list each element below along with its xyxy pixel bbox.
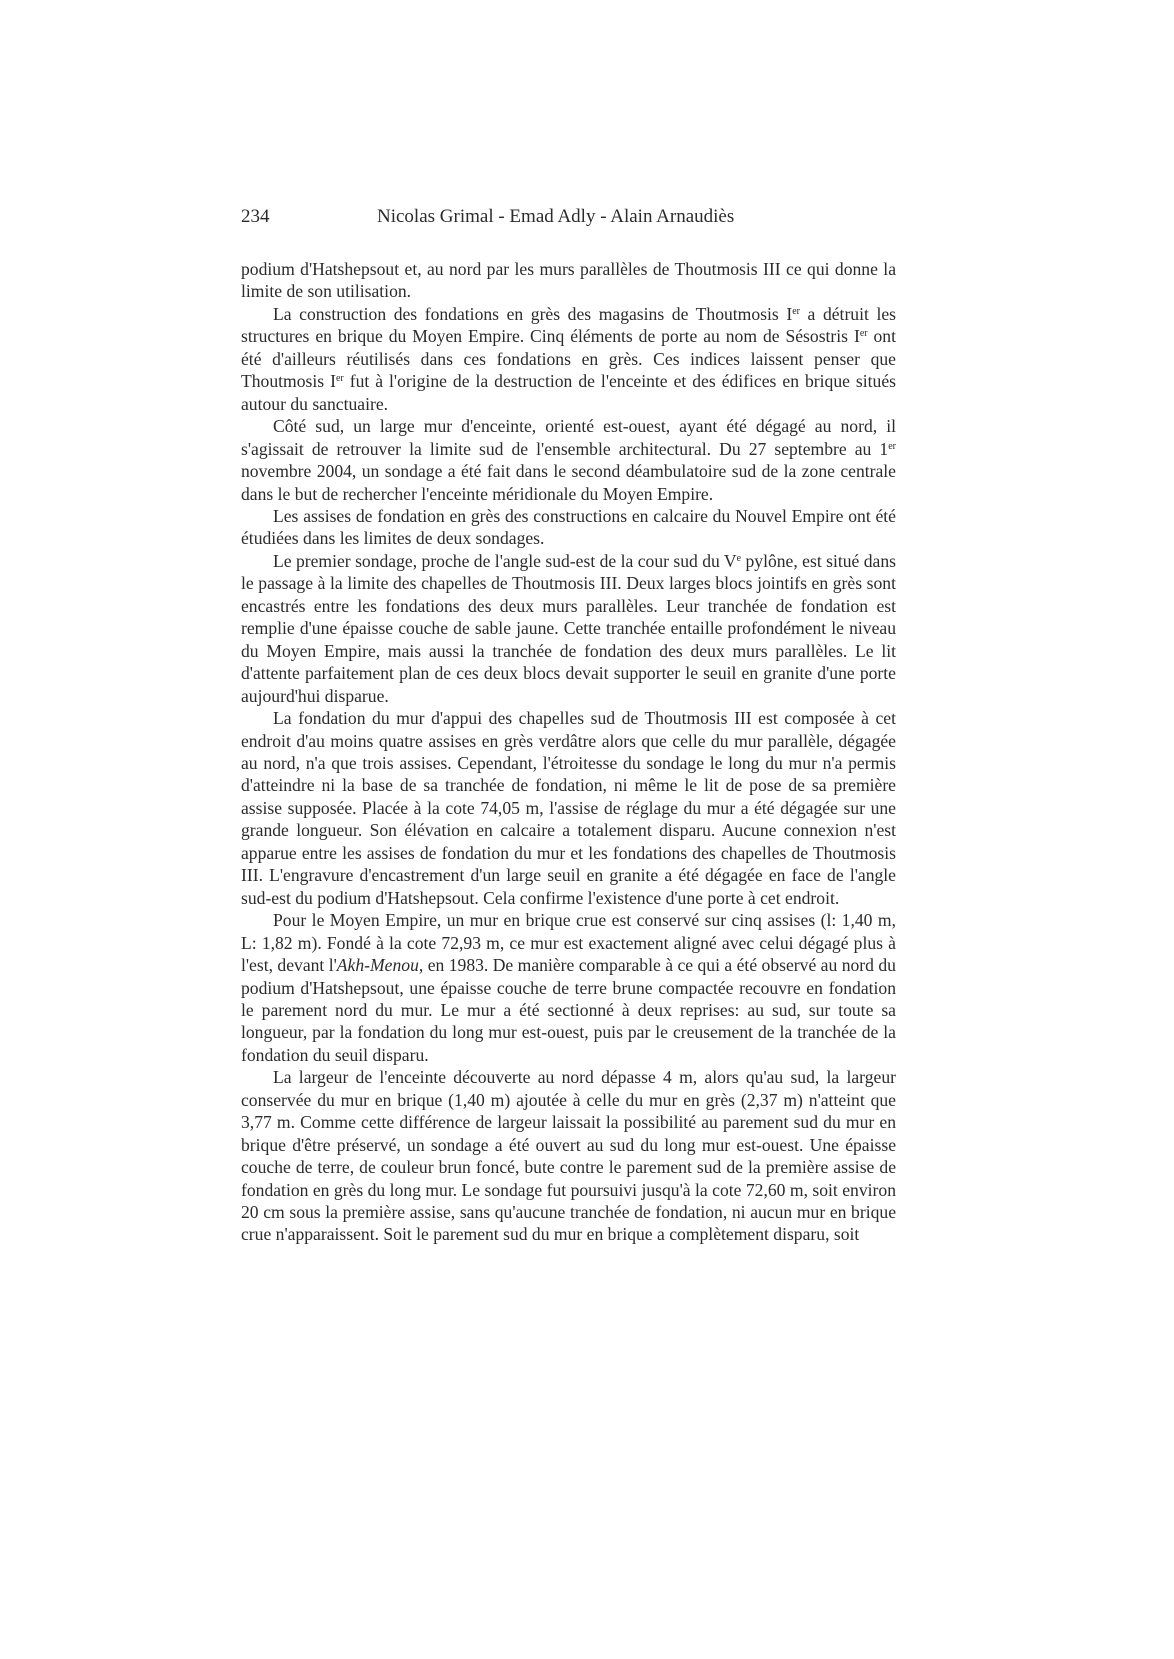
paragraph-4: Les assises de fondation en grès des constructions en calcaire du Nouvel Empire ont été étudiées dans les limites de deux sondages. <box>241 505 896 549</box>
paragraph-7 <box>241 909 896 1066</box>
paragraph-8: La largeur de l'enceinte découverte au nord dépasse 4 m, alors qu'au sud, la largeur conservée du mur en brique (1,40 m) ajoutée à celle du mur en grès (2,37 m) n'atteint que 3,77 m. Comme cette différence de largeur laissait la possibilité au parement sud du mur en brique d'être préservé, un sondage a été ouvert au sud du long mur est-ouest. Une épaisse couche de terre, de couleur brun foncé, bute contre le parement sud de la première assise de fondation en grès du long mur. Le sondage fut poursuivi jusqu'à la cote 72,60 m, soit environ 20 cm sous la première assise, sans qu'aucune tranchée de fondation, ni aucun mur en brique crue n'apparaissent. Soit le parement sud du mur en brique a complètement disparu, soit <box>241 1067 896 1245</box>
paragraph-2-text-a: La construction des fondations en grès des magasins de Thoutmosis I <box>273 303 793 324</box>
paragraph-2-text-b: a détruit les structures en brique du Moyen Empire. Cinq éléments de porte au nom de Sésostris I <box>241 303 896 347</box>
paragraph-2-text-c: ont été d'ailleurs réutilisés dans ces fondations en grès. Ces indices laissent penser que Thoutmosis I <box>241 326 896 392</box>
paragraph-3-text-b: novembre 2004, un sondage a été fait dans le second déambulatoire sud de la zone centrale dans le but de rechercher l'enceinte méridionale du Moyen Empire. <box>241 461 896 504</box>
paragraph-5 <box>241 550 896 707</box>
paragraph-3-text-a: Côté sud, un large mur d'enceinte, orienté est-ouest, ayant été dégagé au nord, il s'agissait de retrouver la limite sud de l'ensemble architectural. Du 27 septembre au 1 <box>241 416 896 459</box>
paragraph-2-sup-1: er <box>792 305 800 317</box>
paragraph-3-sup-1: er <box>888 440 896 452</box>
paragraph-2-sup-2: er <box>859 328 868 340</box>
paragraph-5-text-b: pylône, est situé dans le passage à la limite des chapelles de Thoutmosis III. Deux larges blocs jointifs en grès sont encastrés entre les fondations des deux murs parallèles. Leur tranchée de fondation est remplie d'une épaisse couche de sable jaune. Cette tranchée entaille profondément le niveau du Moyen Empire, mais aussi la tranchée de fondation des deux murs parallèles. Le lit d'attente parfaitement plan de ces deux blocs devait supporter le seuil en granite d'une porte aujourd'hui disparue. <box>241 550 896 706</box>
running-head <box>241 203 896 231</box>
paragraph-3 <box>241 415 896 505</box>
paragraph-1: podium d'Hatshepsout et, au nord par les murs parallèles de Thoutmosis III ce qui donne la limite de son utilisation. <box>241 259 896 302</box>
paragraph-5-text-a: Le premier sondage, proche de l'angle sud-est de la cour sud du V <box>273 550 737 571</box>
paragraph-5-sup-1: e <box>736 552 742 564</box>
paragraph-7-italic-akh-menou: Akh-Menou <box>336 955 419 976</box>
body-text <box>241 258 896 1246</box>
running-title-authors: Nicolas Grimal - Emad Adly - Alain Arnaudiès <box>377 206 735 227</box>
paragraph-2 <box>241 303 896 415</box>
paragraph-7-text-a: Pour le Moyen Empire, un mur en brique crue est conservé sur cinq assises (l: 1,40 m, L: 1,82 m). Fondé à la cote 72,93 m, ce mur est exactement aligné avec celui dégagé plus à l'est, devant l' <box>241 910 896 976</box>
paragraph-2-text-d: fut à l'origine de la destruction de l'enceinte et des édifices en brique situés autour du sanctuaire. <box>241 371 896 414</box>
paragraph-2-sup-3: er <box>335 373 344 385</box>
paragraph-7-text-b: , en 1983. De manière comparable à ce qui a été observé au nord du podium d'Hatshepsout, une épaisse couche de terre brune compactée recouvre en fondation le parement nord du mur. Le mur a été sectionné à deux reprises: au sud, sur toute sa longueur, par la fondation du long mur est-ouest, puis par le creusement de la tranchée de la fondation du seuil disparu. <box>241 955 896 1065</box>
page-number: 234 <box>241 206 270 227</box>
paragraph-6: La fondation du mur d'appui des chapelles sud de Thoutmosis III est composée à cet endroit d'au moins quatre assises en grès verdâtre alors que celle du mur parallèle, dégagée au nord, n'a que trois assises. Cependant, l'étroitesse du sondage le long du mur n'a permis d'atteindre ni la base de sa tranchée de fondation, ni même le lit de pose de sa première assise supposée. Placée à la cote 74,05 m, l'assise de réglage du mur a été dégagée sur une grande longueur. Son élévation en calcaire a totalement disparu. Aucune connexion n'est apparue entre les assises de fondation du mur et les fondations des chapelles de Thoutmosis III. L'engravure d'encastrement d'un large seuil en granite a été dégagée en face de l'angle sud-est du podium d'Hatshepsout. Cela confirme l'existence d'une porte à cet endroit. <box>241 708 896 908</box>
